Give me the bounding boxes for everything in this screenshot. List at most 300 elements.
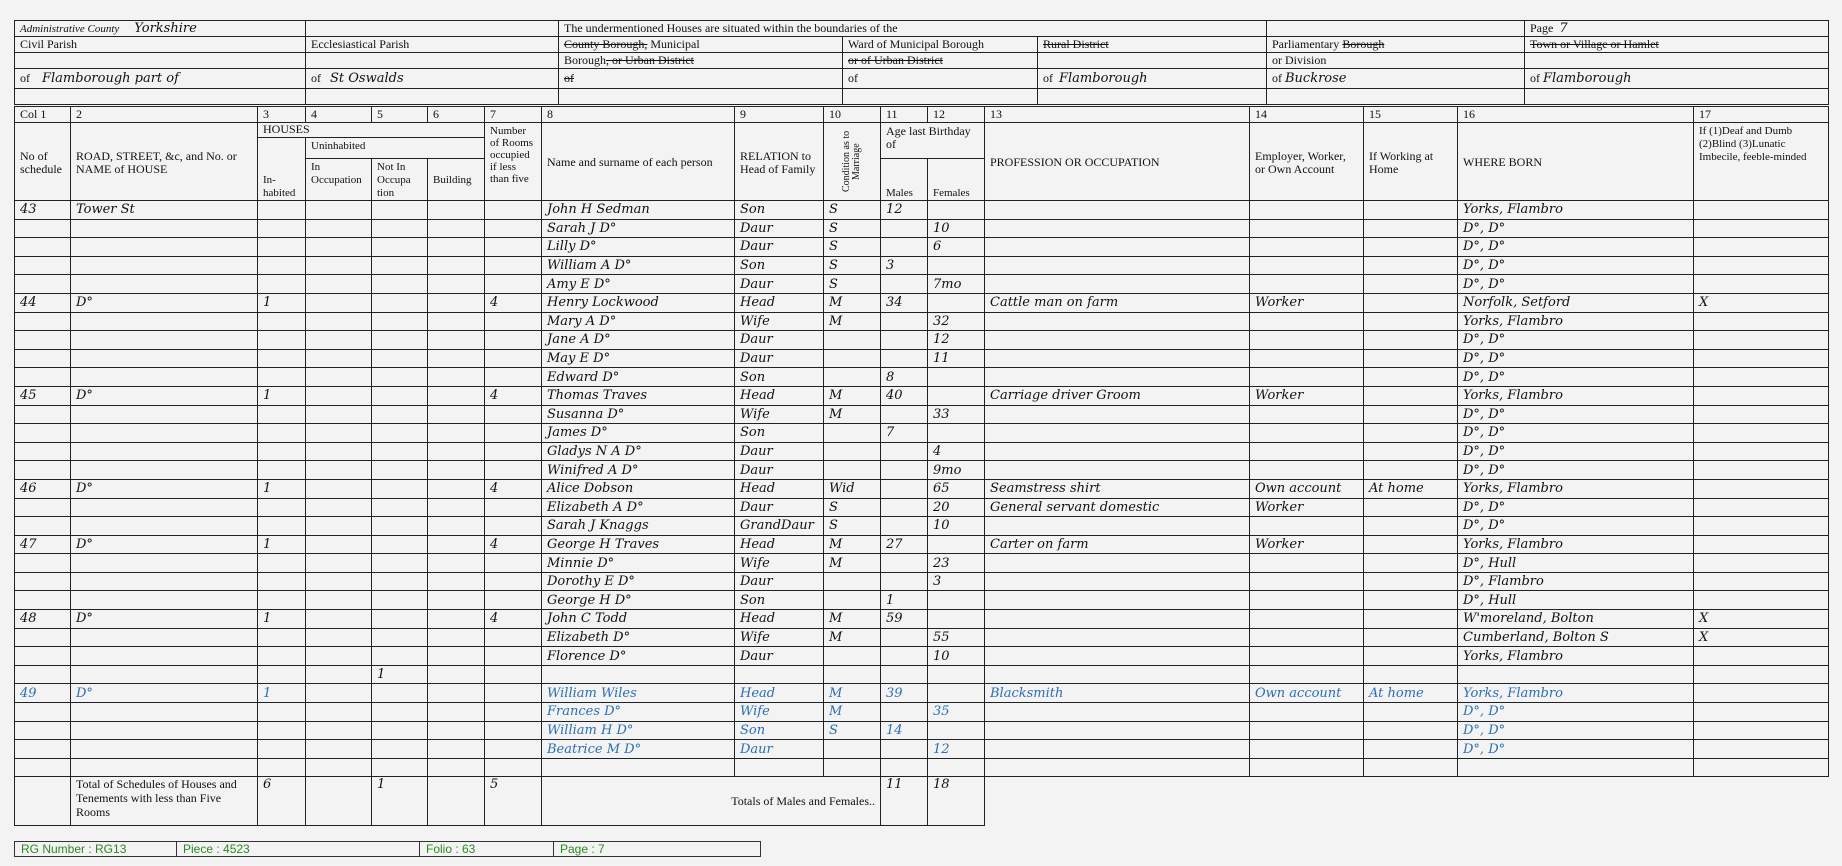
working-at-home-cell <box>1364 498 1458 517</box>
building-cell <box>428 312 485 331</box>
not-in-occupation-cell <box>372 535 428 554</box>
schedule-no-cell: 49 <box>15 684 71 703</box>
where-born-cell: D°, D° <box>1458 275 1694 294</box>
road-name-cell <box>71 368 258 387</box>
header-building: Building <box>428 159 485 201</box>
table-row <box>15 721 1829 740</box>
age-male-cell: 7 <box>881 424 928 443</box>
employer-status-cell <box>1250 647 1364 666</box>
total-not-in-occupation: 1 <box>372 777 428 826</box>
infirmity-cell <box>1694 349 1829 368</box>
rooms-cell <box>485 572 542 591</box>
building-cell <box>428 740 485 759</box>
building-cell <box>428 703 485 722</box>
civil-parish-value-cell: of Flamborough part of <box>15 69 306 89</box>
not-in-occupation-cell <box>372 647 428 666</box>
column-number: Col 1 <box>15 107 71 123</box>
not-in-occupation-cell: 1 <box>372 665 428 684</box>
age-male-cell: 39 <box>881 684 928 703</box>
person-name-cell: Dorothy E D° <box>542 572 735 591</box>
relation-cell: Head <box>735 684 824 703</box>
inhabited-cell <box>258 312 306 331</box>
page-reference: Page : 7 <box>554 842 761 857</box>
header-schedule: No of schedule <box>15 123 71 201</box>
where-born-cell: D°, Hull <box>1458 554 1694 573</box>
working-at-home-cell <box>1364 312 1458 331</box>
header-uninhabited: Uninhabited <box>306 138 485 159</box>
where-born-cell: Yorks, Flambro <box>1458 535 1694 554</box>
table-row <box>15 647 1829 666</box>
person-name-cell: George H Traves <box>542 535 735 554</box>
table-row <box>15 610 1829 629</box>
table-row <box>15 275 1829 294</box>
person-name-cell: Alice Dobson <box>542 479 735 498</box>
working-at-home-cell <box>1364 238 1458 257</box>
table-row <box>15 238 1829 257</box>
header-condition: Condition as to Marriage <box>824 123 881 201</box>
infirmity-cell <box>1694 647 1829 666</box>
employer-status-cell <box>1250 591 1364 610</box>
inhabited-cell: 1 <box>258 479 306 498</box>
in-occupation-cell <box>306 665 372 684</box>
where-born-cell: D°, Hull <box>1458 591 1694 610</box>
page-number: 7 <box>1559 21 1568 36</box>
column-number: 8 <box>542 107 735 123</box>
total-females: 18 <box>928 777 985 826</box>
in-occupation-cell <box>306 535 372 554</box>
employer-status-cell <box>1250 238 1364 257</box>
header-rooms: Number of Rooms occupied if less than five <box>485 123 542 201</box>
schedule-no-cell <box>15 647 71 666</box>
age-female-cell: 10 <box>928 219 985 238</box>
condition-cell <box>824 461 881 480</box>
occupation-cell <box>985 219 1250 238</box>
rooms-cell <box>485 628 542 647</box>
road-name-cell <box>71 405 258 424</box>
where-born-cell: D°, D° <box>1458 703 1694 722</box>
condition-cell <box>824 572 881 591</box>
inhabited-cell <box>258 442 306 461</box>
where-born-cell: Yorks, Flambro <box>1458 479 1694 498</box>
schedule-no-cell: 45 <box>15 386 71 405</box>
road-name-cell <box>71 256 258 275</box>
ecclesiastical-parish-label: Ecclesiastical Parish <box>306 37 559 53</box>
county-borough-label: County Borough, Municipal <box>559 37 843 53</box>
in-occupation-cell <box>306 201 372 220</box>
condition-cell <box>824 368 881 387</box>
employer-status-cell: Own account <box>1250 684 1364 703</box>
where-born-cell: D°, D° <box>1458 424 1694 443</box>
person-name-cell: George H D° <box>542 591 735 610</box>
inhabited-cell <box>258 405 306 424</box>
ward-label: Ward of Municipal Borough <box>843 37 1038 53</box>
in-occupation-cell <box>306 238 372 257</box>
schedule-no-cell <box>15 405 71 424</box>
urban-district-label: Borough, or Urban District <box>559 53 843 69</box>
column-number: 12 <box>928 107 985 123</box>
relation-cell: Daur <box>735 219 824 238</box>
road-name-cell <box>71 740 258 759</box>
table-row <box>15 628 1829 647</box>
building-cell <box>428 498 485 517</box>
header-working-home: If Working at Home <box>1364 123 1458 201</box>
working-at-home-cell <box>1364 628 1458 647</box>
header-relation: RELATION to Head of Family <box>735 123 824 201</box>
infirmity-cell <box>1694 684 1829 703</box>
condition-cell: S <box>824 238 881 257</box>
where-born-cell: D°, D° <box>1458 721 1694 740</box>
condition-cell: M <box>824 293 881 312</box>
condition-cell <box>824 442 881 461</box>
working-at-home-cell: At home <box>1364 684 1458 703</box>
in-occupation-cell <box>306 424 372 443</box>
schedule-no-cell <box>15 219 71 238</box>
in-occupation-cell <box>306 517 372 536</box>
total-males: 11 <box>881 777 928 826</box>
age-female-cell: 10 <box>928 647 985 666</box>
infirmity-cell <box>1694 442 1829 461</box>
rooms-cell: 4 <box>485 293 542 312</box>
schedule-no-cell <box>15 238 71 257</box>
not-in-occupation-cell <box>372 610 428 629</box>
rooms-cell <box>485 424 542 443</box>
occupation-cell <box>985 461 1250 480</box>
employer-status-cell <box>1250 368 1364 387</box>
employer-status-cell <box>1250 703 1364 722</box>
employer-status-cell <box>1250 442 1364 461</box>
working-at-home-cell <box>1364 201 1458 220</box>
age-male-cell <box>881 461 928 480</box>
employer-status-cell: Worker <box>1250 535 1364 554</box>
relation-cell: Son <box>735 368 824 387</box>
column-number-row <box>15 107 1829 123</box>
condition-cell: M <box>824 535 881 554</box>
table-row <box>15 554 1829 573</box>
person-name-cell: Susanna D° <box>542 405 735 424</box>
table-row <box>15 461 1829 480</box>
working-at-home-cell <box>1364 517 1458 536</box>
rooms-cell <box>485 256 542 275</box>
age-female-cell: 6 <box>928 238 985 257</box>
road-name-cell <box>71 331 258 350</box>
table-row <box>15 331 1829 350</box>
road-name-cell <box>71 238 258 257</box>
column-number: 6 <box>428 107 485 123</box>
employer-status-cell <box>1250 554 1364 573</box>
age-female-cell: 33 <box>928 405 985 424</box>
building-cell <box>428 684 485 703</box>
inhabited-cell <box>258 628 306 647</box>
working-at-home-cell <box>1364 461 1458 480</box>
occupation-cell <box>985 442 1250 461</box>
working-at-home-cell: At home <box>1364 479 1458 498</box>
road-name-cell: D° <box>71 293 258 312</box>
relation-cell: GrandDaur <box>735 517 824 536</box>
schedule-no-cell <box>15 349 71 368</box>
division-value-cell: of Buckrose <box>1267 69 1525 89</box>
header-occupation: PROFESSION OR OCCUPATION <box>985 123 1250 201</box>
occupation-cell <box>985 554 1250 573</box>
road-name-cell <box>71 517 258 536</box>
where-born-cell: D°, D° <box>1458 461 1694 480</box>
table-row <box>15 591 1829 610</box>
occupation-cell <box>985 703 1250 722</box>
age-male-cell: 3 <box>881 256 928 275</box>
in-occupation-cell <box>306 331 372 350</box>
working-at-home-cell <box>1364 368 1458 387</box>
condition-cell <box>824 740 881 759</box>
age-male-cell: 34 <box>881 293 928 312</box>
inhabited-cell <box>258 349 306 368</box>
road-name-cell <box>71 572 258 591</box>
rooms-cell <box>485 219 542 238</box>
total-rooms: 5 <box>485 777 542 826</box>
relation-cell: Wife <box>735 312 824 331</box>
person-name-cell: Lilly D° <box>542 238 735 257</box>
road-name-cell <box>71 758 258 777</box>
infirmity-cell <box>1694 424 1829 443</box>
parliamentary-label: Parliamentary Borough <box>1267 37 1525 53</box>
not-in-occupation-cell <box>372 312 428 331</box>
where-born-cell: Yorks, Flambro <box>1458 386 1694 405</box>
header-houses: HOUSES <box>258 123 485 138</box>
employer-status-cell <box>1250 610 1364 629</box>
employer-status-cell <box>1250 331 1364 350</box>
in-occupation-cell <box>306 405 372 424</box>
where-born-cell: D°, D° <box>1458 442 1694 461</box>
condition-cell: S <box>824 275 881 294</box>
in-occupation-cell <box>306 758 372 777</box>
inhabited-cell <box>258 517 306 536</box>
occupation-cell <box>985 256 1250 275</box>
occupation-cell <box>985 275 1250 294</box>
age-male-cell: 27 <box>881 535 928 554</box>
person-name-cell: Thomas Traves <box>542 386 735 405</box>
not-in-occupation-cell <box>372 758 428 777</box>
relation-cell: Wife <box>735 628 824 647</box>
age-female-cell <box>928 610 985 629</box>
not-in-occupation-cell <box>372 219 428 238</box>
road-name-cell <box>71 461 258 480</box>
working-at-home-cell <box>1364 591 1458 610</box>
not-in-occupation-cell <box>372 275 428 294</box>
infirmity-cell <box>1694 703 1829 722</box>
rooms-cell <box>485 721 542 740</box>
age-female-cell: 65 <box>928 479 985 498</box>
condition-cell: M <box>824 554 881 573</box>
working-at-home-cell <box>1364 424 1458 443</box>
infirmity-cell <box>1694 572 1829 591</box>
column-number: 13 <box>985 107 1250 123</box>
occupation-cell <box>985 312 1250 331</box>
column-number: 11 <box>881 107 928 123</box>
infirmity-cell <box>1694 368 1829 387</box>
where-born-cell: D°, Flambro <box>1458 572 1694 591</box>
schedule-no-cell <box>15 740 71 759</box>
building-cell <box>428 293 485 312</box>
relation-cell: Daur <box>735 442 824 461</box>
header-inhabited: In-habited <box>258 138 306 201</box>
relation-cell: Daur <box>735 461 824 480</box>
rooms-cell <box>485 498 542 517</box>
occupation-cell <box>985 591 1250 610</box>
age-male-cell <box>881 703 928 722</box>
age-male-cell: 8 <box>881 368 928 387</box>
working-at-home-cell <box>1364 665 1458 684</box>
header-name: Name and surname of each person <box>542 123 735 201</box>
occupation-cell <box>985 647 1250 666</box>
inhabited-cell <box>258 331 306 350</box>
infirmity-cell <box>1694 665 1829 684</box>
schedule-no-cell <box>15 368 71 387</box>
building-cell <box>428 517 485 536</box>
age-male-cell <box>881 554 928 573</box>
boundaries-header <box>14 20 1829 105</box>
building-cell <box>428 479 485 498</box>
in-occupation-cell <box>306 554 372 573</box>
where-born-cell: Norfolk, Setford <box>1458 293 1694 312</box>
age-female-cell: 7mo <box>928 275 985 294</box>
schedule-no-cell <box>15 572 71 591</box>
infirmity-cell <box>1694 461 1829 480</box>
age-female-cell <box>928 535 985 554</box>
building-cell <box>428 238 485 257</box>
person-name-cell: William Wiles <box>542 684 735 703</box>
table-row <box>15 572 1829 591</box>
relation-cell: Son <box>735 424 824 443</box>
rooms-cell: 4 <box>485 386 542 405</box>
age-female-cell <box>928 256 985 275</box>
rooms-cell <box>485 201 542 220</box>
column-number: 4 <box>306 107 372 123</box>
schedule-no-cell <box>15 628 71 647</box>
in-occupation-cell <box>306 647 372 666</box>
header-employer: Employer, Worker, or Own Account <box>1250 123 1364 201</box>
age-male-cell <box>881 665 928 684</box>
inhabited-cell: 1 <box>258 386 306 405</box>
age-male-cell <box>881 740 928 759</box>
rooms-cell <box>485 312 542 331</box>
working-at-home-cell <box>1364 386 1458 405</box>
schedule-no-cell <box>15 424 71 443</box>
building-cell <box>428 591 485 610</box>
infirmity-cell <box>1694 554 1829 573</box>
infirmity-cell <box>1694 479 1829 498</box>
working-at-home-cell <box>1364 349 1458 368</box>
condition-cell: M <box>824 610 881 629</box>
age-female-cell: 35 <box>928 703 985 722</box>
inhabited-cell <box>258 424 306 443</box>
schedule-no-cell <box>15 758 71 777</box>
schedule-no-cell <box>15 517 71 536</box>
not-in-occupation-cell <box>372 703 428 722</box>
employer-status-cell <box>1250 740 1364 759</box>
working-at-home-cell <box>1364 758 1458 777</box>
relation-cell: Daur <box>735 647 824 666</box>
condition-cell: S <box>824 201 881 220</box>
where-born-cell <box>1458 758 1694 777</box>
relation-cell: Daur <box>735 331 824 350</box>
relation-cell: Son <box>735 256 824 275</box>
person-name-cell: Edward D° <box>542 368 735 387</box>
in-occupation-cell <box>306 349 372 368</box>
where-born-cell: Yorks, Flambro <box>1458 684 1694 703</box>
person-name-cell: Jane A D° <box>542 331 735 350</box>
not-in-occupation-cell <box>372 479 428 498</box>
building-cell <box>428 758 485 777</box>
age-female-cell: 12 <box>928 331 985 350</box>
infirmity-cell <box>1694 517 1829 536</box>
not-in-occupation-cell <box>372 349 428 368</box>
in-occupation-cell <box>306 703 372 722</box>
road-name-cell: D° <box>71 684 258 703</box>
column-number: 17 <box>1694 107 1829 123</box>
working-at-home-cell <box>1364 703 1458 722</box>
condition-cell: S <box>824 219 881 238</box>
infirmity-cell <box>1694 256 1829 275</box>
schedule-no-cell <box>15 461 71 480</box>
age-female-cell: 9mo <box>928 461 985 480</box>
rural-district-label: Rural District <box>1038 37 1267 53</box>
road-name-cell: D° <box>71 610 258 629</box>
working-at-home-cell <box>1364 535 1458 554</box>
age-female-cell: 32 <box>928 312 985 331</box>
inhabited-cell <box>258 758 306 777</box>
inhabited-cell <box>258 721 306 740</box>
inhabited-cell: 1 <box>258 535 306 554</box>
road-name-cell: Tower St <box>71 201 258 220</box>
road-name-cell <box>71 442 258 461</box>
in-occupation-cell <box>306 256 372 275</box>
person-name-cell: May E D° <box>542 349 735 368</box>
occupation-cell: Cattle man on farm <box>985 293 1250 312</box>
relation-cell: Daur <box>735 238 824 257</box>
not-in-occupation-cell <box>372 386 428 405</box>
age-male-cell: 1 <box>881 591 928 610</box>
census-table <box>14 106 1829 826</box>
relation-cell: Son <box>735 591 824 610</box>
person-name-cell: Henry Lockwood <box>542 293 735 312</box>
employer-status-cell: Worker <box>1250 498 1364 517</box>
in-occupation-cell <box>306 610 372 629</box>
schedule-no-cell <box>15 721 71 740</box>
in-occupation-cell <box>306 293 372 312</box>
table-row <box>15 312 1829 331</box>
schedule-no-cell <box>15 275 71 294</box>
employer-status-cell: Own account <box>1250 479 1364 498</box>
occupation-cell <box>985 424 1250 443</box>
eccl-parish-value: St Oswalds <box>330 71 404 86</box>
infirmity-cell: X <box>1694 610 1829 629</box>
age-male-cell <box>881 219 928 238</box>
person-name-cell: Beatrice M D° <box>542 740 735 759</box>
not-in-occupation-cell <box>372 405 428 424</box>
condition-cell: Wid <box>824 479 881 498</box>
age-female-cell <box>928 368 985 387</box>
not-in-occupation-cell <box>372 740 428 759</box>
relation-cell: Son <box>735 201 824 220</box>
building-cell <box>428 665 485 684</box>
in-occupation-cell <box>306 442 372 461</box>
condition-cell <box>824 647 881 666</box>
column-number: 7 <box>485 107 542 123</box>
age-male-cell <box>881 405 928 424</box>
occupation-cell <box>985 349 1250 368</box>
occupation-cell <box>985 721 1250 740</box>
in-occupation-cell <box>306 591 372 610</box>
occupation-cell <box>985 740 1250 759</box>
condition-cell <box>824 349 881 368</box>
